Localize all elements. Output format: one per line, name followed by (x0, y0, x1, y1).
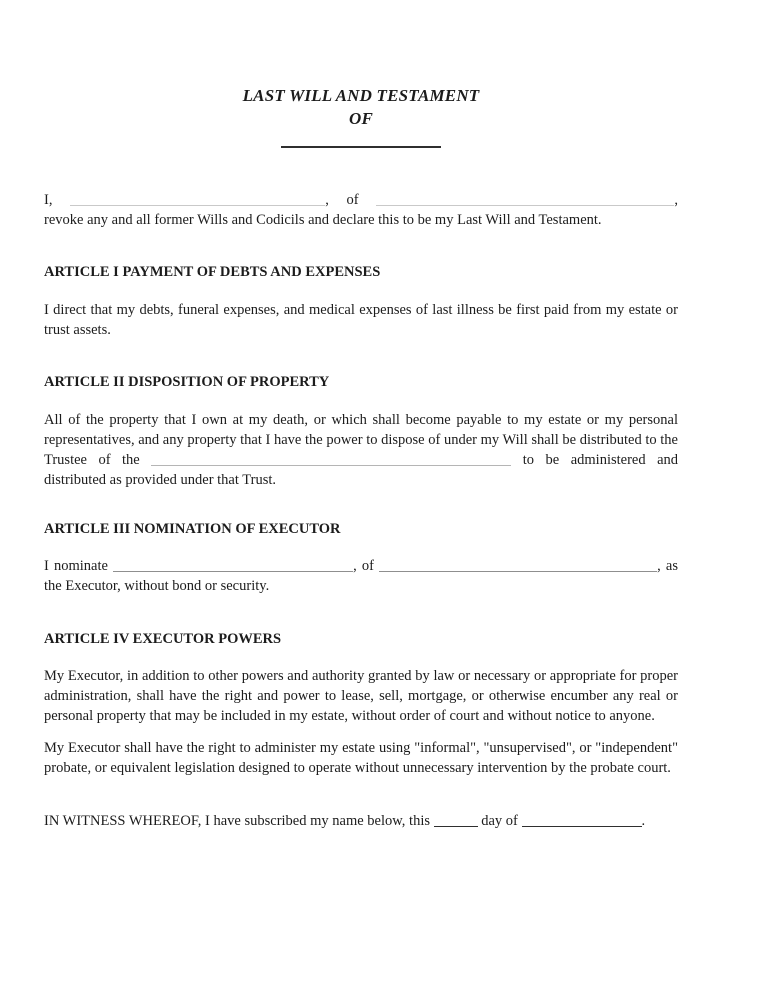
article-2-body-after-blank: to be administered and distributed as provided under that Trust. (44, 452, 679, 488)
article-1-body: I direct that my debts, funeral expenses, and medical expenses of last illness be first paid from my estate or trust assets. (44, 302, 678, 338)
day-blank[interactable] (434, 813, 478, 827)
article-3-body (44, 556, 678, 596)
executor-name-blank[interactable] (113, 558, 353, 572)
month-blank[interactable] (522, 813, 642, 827)
article-3-continuation: as the Executor, without bond or security. (44, 558, 678, 594)
article-4-body-2: My Executor shall have the right to administer my estate using "informal", "unsupervised", or "independent" probate, or equivalent legislation designed to operate without unnecessary intervention by the probate court. (44, 740, 678, 776)
testator-name-blank[interactable] (70, 192, 325, 206)
witness-clause (44, 811, 678, 831)
article-1-heading: ARTICLE I PAYMENT OF DEBTS AND EXPENSES (44, 264, 381, 280)
trust-name-blank[interactable] (151, 452, 511, 466)
intro-lead: I, (44, 192, 53, 208)
document-title-line2: OF (348, 109, 374, 128)
article-3-of-connector: , of (353, 558, 374, 574)
witness-period: . (641, 813, 646, 829)
article-3-lead: I nominate (44, 558, 108, 574)
testator-residence-blank[interactable] (376, 192, 674, 206)
intro-trailing-comma: , (674, 192, 678, 208)
witness-day-of-label: day of (481, 813, 518, 829)
document-title (44, 84, 678, 130)
witness-text-before-day: IN WITNESS WHEREOF, I have subscribed my name below, this (44, 813, 430, 829)
document-title-line1: LAST WILL AND TESTAMENT (242, 86, 480, 105)
article-4-heading: ARTICLE IV EXECUTOR POWERS (44, 631, 282, 647)
article-2-body (44, 410, 678, 490)
article-2-heading: ARTICLE II DISPOSITION OF PROPERTY (44, 374, 330, 390)
intro-of-connector: , of (325, 192, 359, 208)
testator-name-title-blank[interactable] (281, 146, 441, 148)
article-2-body-before-blank: All of the property that I own at my death, or which shall become payable to my estate or my personal representatives, and any property that I have the power to dispose of under my Will shall be distributed to the Trustee of the (44, 412, 678, 468)
article-4-body-1: My Executor, in addition to other powers and authority granted by law or necessary or appropriate for proper administration, shall have the right and power to lease, sell, mortgage, or otherwise encumber any real or personal property that may be included in my estate, without order of court and without notice to anyone. (44, 668, 678, 724)
intro-paragraph (44, 190, 678, 230)
intro-continuation: revoke any and all former Wills and Codicils and declare this to be my Last Will and Testament. (44, 212, 602, 228)
executor-residence-blank[interactable] (379, 558, 657, 572)
article-3-trailing-comma: , (657, 558, 661, 574)
article-3-heading: ARTICLE III NOMINATION OF EXECUTOR (44, 521, 341, 537)
